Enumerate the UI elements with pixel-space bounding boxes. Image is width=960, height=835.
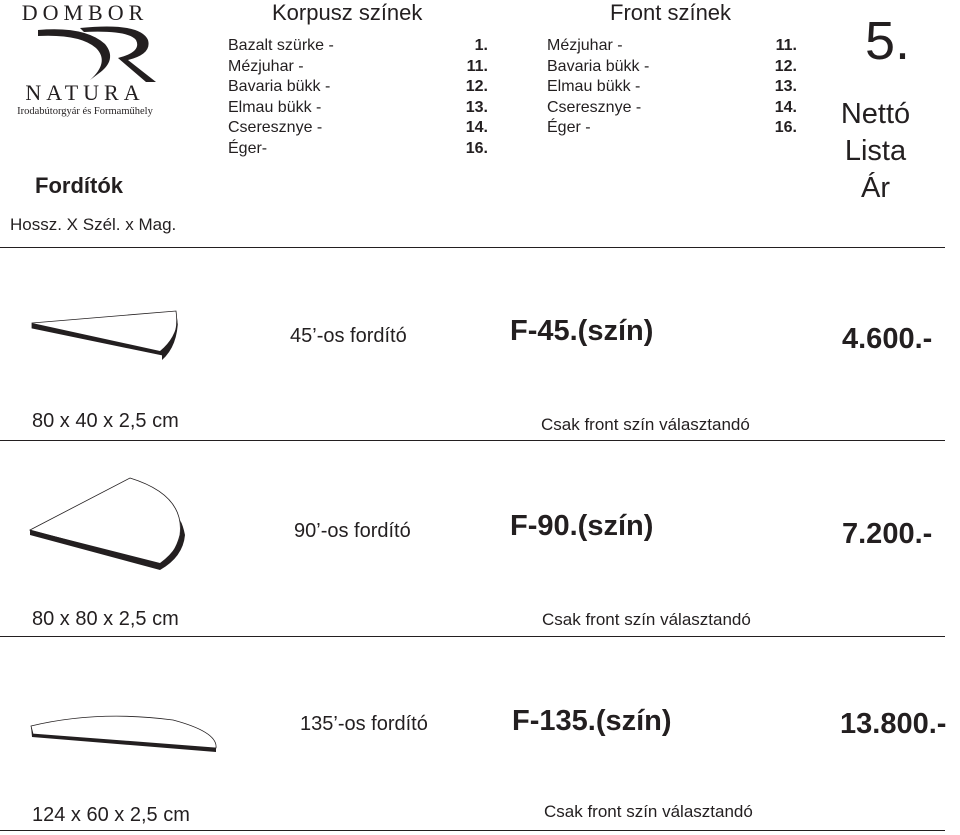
color-code: 14. bbox=[465, 119, 488, 136]
logo-dr-mark-icon bbox=[10, 22, 160, 82]
color-code: 11. bbox=[775, 37, 797, 54]
list-item bbox=[547, 77, 797, 98]
list-item bbox=[547, 118, 797, 139]
color-name: Cseresznye - bbox=[547, 98, 642, 116]
row-divider bbox=[0, 830, 945, 831]
product-dimensions: 80 x 40 x 2,5 cm bbox=[32, 410, 179, 432]
price-header-line: Lista bbox=[844, 135, 907, 167]
color-name: Éger- bbox=[228, 139, 268, 157]
color-code: 12. bbox=[774, 57, 797, 75]
color-code: 13. bbox=[465, 98, 488, 116]
color-code: 16. bbox=[774, 119, 797, 136]
logo-subtitle: Irodabútorgyár és Formaműhely bbox=[17, 106, 153, 117]
color-name: Bavaria bükk - bbox=[547, 57, 650, 75]
color-code: 13. bbox=[774, 78, 797, 95]
product-note: Csak front szín választandó bbox=[541, 415, 750, 434]
product-note: Csak front szín választandó bbox=[542, 610, 751, 629]
product-code: F-45.(szín) bbox=[510, 315, 654, 347]
product-dimensions: 124 x 60 x 2,5 cm bbox=[32, 804, 190, 826]
price-header bbox=[833, 96, 918, 207]
product-name: 135’-os fordító bbox=[300, 713, 428, 735]
product-dimensions: 80 x 80 x 2,5 cm bbox=[32, 608, 179, 630]
logo-bottom-text: NATURA bbox=[25, 80, 145, 105]
color-name: Elmau bükk - bbox=[547, 78, 641, 95]
logo-top-text: DOMBOR bbox=[21, 0, 149, 25]
list-item bbox=[547, 36, 797, 57]
color-name: Bazalt szürke - bbox=[228, 37, 334, 54]
price-header-line: Nettó bbox=[840, 98, 911, 130]
list-item bbox=[228, 57, 488, 78]
product-price: 4.600.- bbox=[842, 323, 933, 355]
product-code: F-90.(szín) bbox=[510, 510, 654, 542]
90-degree-corner-shape-icon bbox=[25, 475, 190, 575]
list-item bbox=[547, 98, 797, 119]
row-divider bbox=[0, 440, 945, 441]
135-degree-corner-shape-icon bbox=[28, 712, 228, 762]
front-colors-list bbox=[547, 36, 797, 139]
row-divider bbox=[0, 636, 945, 637]
color-code: 16. bbox=[465, 139, 488, 157]
dimensions-header: Hossz. X Szél. x Mag. bbox=[10, 215, 177, 234]
list-item bbox=[228, 98, 488, 119]
color-code: 14. bbox=[774, 98, 797, 116]
page-number: 5. bbox=[865, 11, 911, 71]
front-colors-title: Front színek bbox=[610, 0, 732, 25]
color-name: Bavaria bükk - bbox=[228, 78, 331, 95]
list-item bbox=[228, 118, 488, 139]
45-degree-corner-shape-icon bbox=[30, 308, 180, 363]
price-header-line: Ár bbox=[861, 172, 890, 204]
korpusz-colors-title: Korpusz színek bbox=[272, 0, 423, 25]
product-price: 13.800.- bbox=[840, 708, 947, 740]
header-divider bbox=[0, 247, 945, 248]
list-item bbox=[547, 57, 797, 78]
korpusz-colors-list bbox=[228, 36, 488, 159]
product-name: 90’-os fordító bbox=[294, 520, 411, 542]
product-note: Csak front szín választandó bbox=[544, 802, 753, 821]
color-name: Mézjuhar - bbox=[547, 37, 623, 54]
color-name: Mézjuhar - bbox=[228, 57, 304, 75]
color-code: 11. bbox=[466, 57, 488, 75]
list-item bbox=[228, 77, 488, 98]
color-name: Elmau bükk - bbox=[228, 98, 322, 116]
color-name: Cseresznye - bbox=[228, 119, 323, 136]
color-name: Éger - bbox=[547, 119, 591, 136]
list-item bbox=[228, 139, 488, 160]
list-item bbox=[228, 36, 488, 57]
product-code: F-135.(szín) bbox=[512, 705, 672, 737]
product-name: 45’-os fordító bbox=[290, 325, 407, 347]
color-code: 1. bbox=[474, 37, 488, 54]
section-title: Fordítók bbox=[35, 173, 123, 198]
color-code: 12. bbox=[465, 78, 488, 95]
product-price: 7.200.- bbox=[842, 518, 933, 550]
